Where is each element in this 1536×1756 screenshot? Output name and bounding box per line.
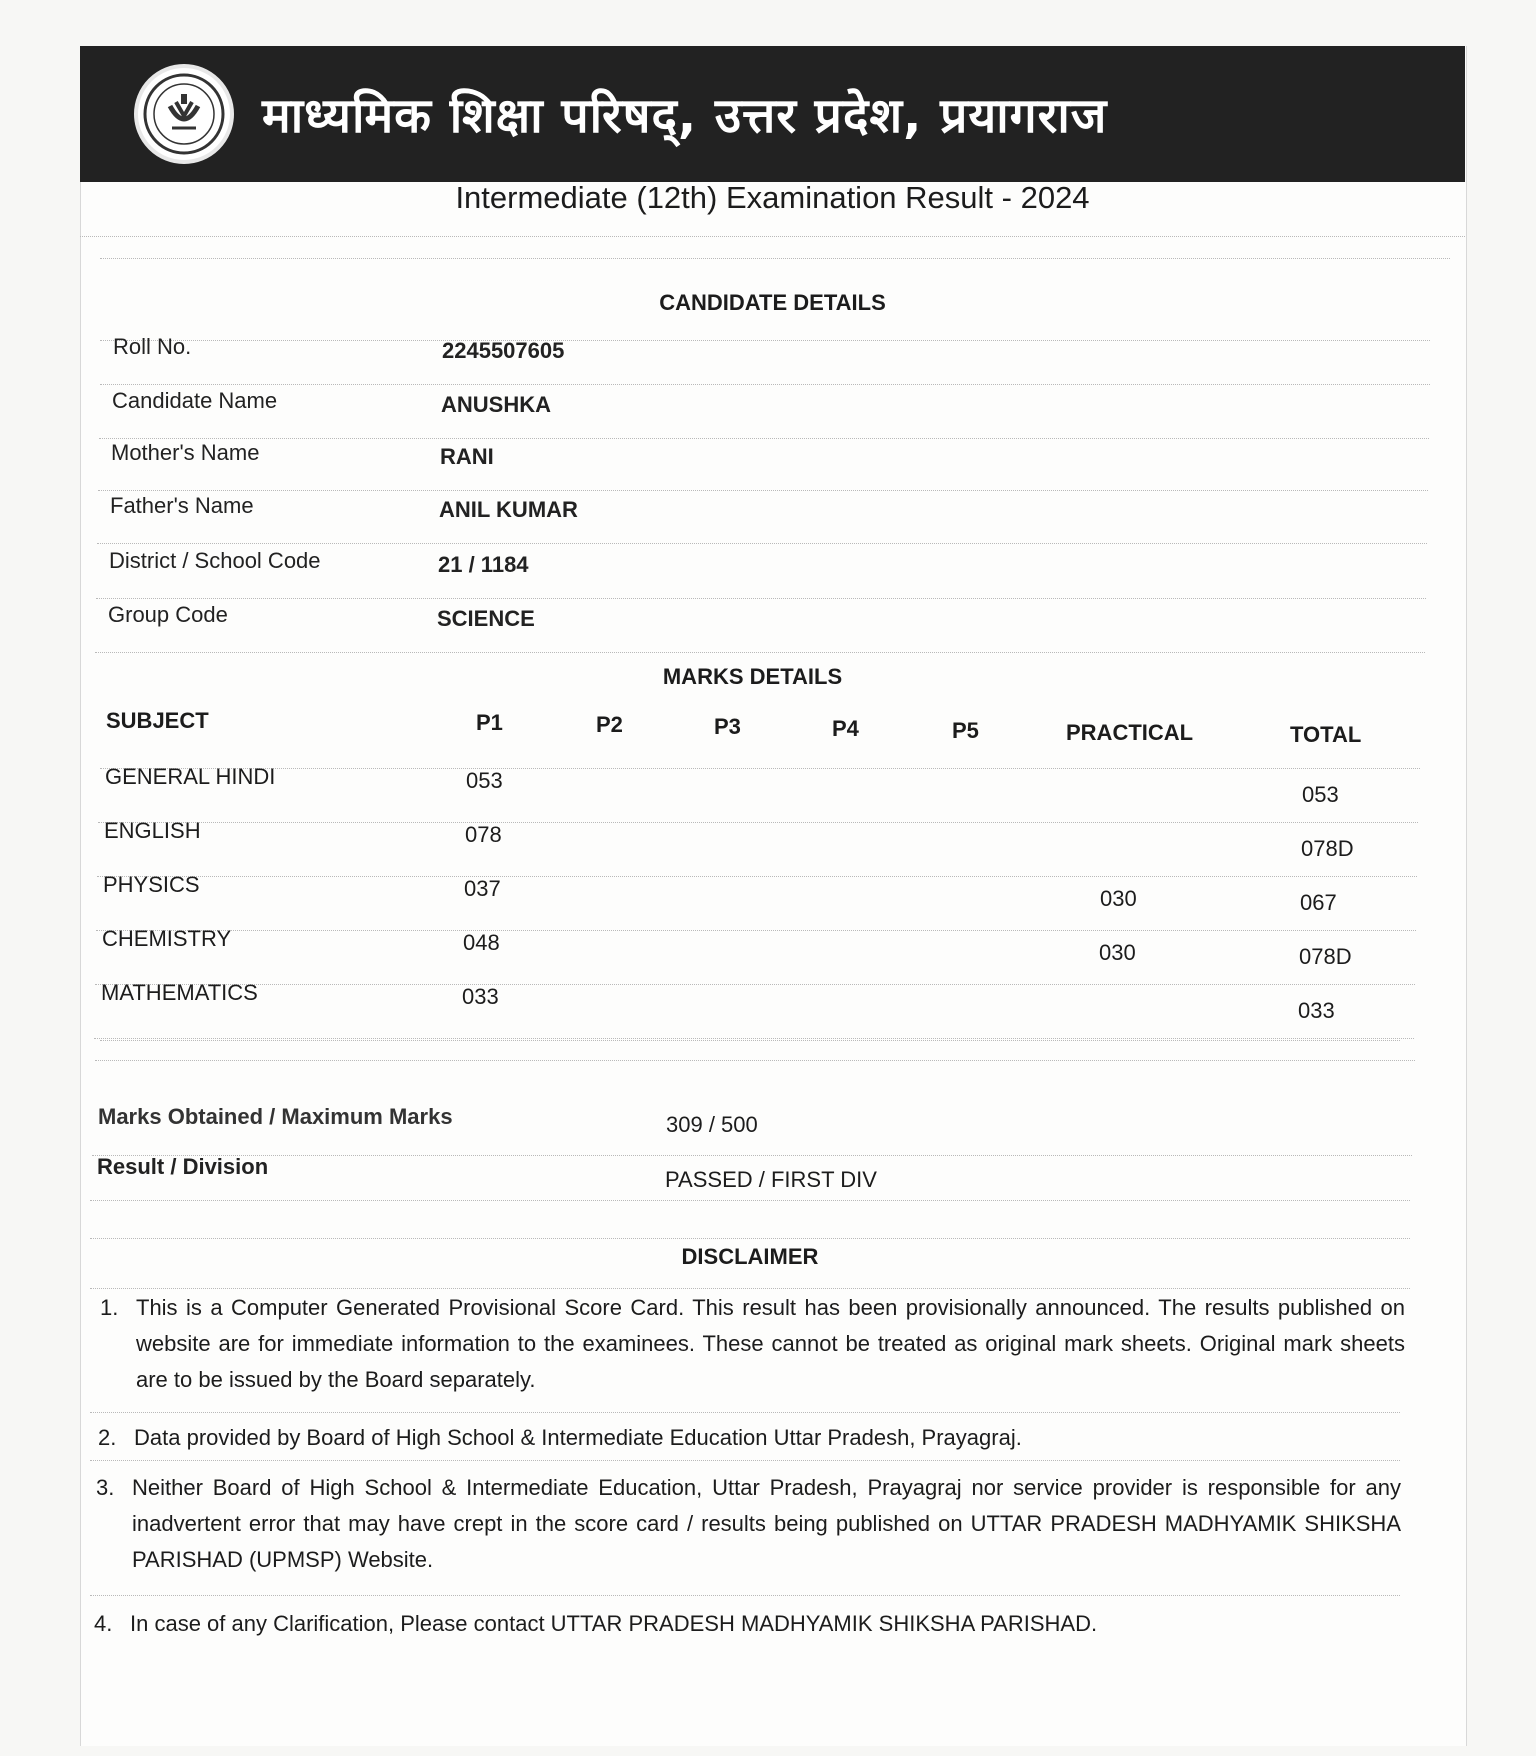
- candidate-field-label: Father's Name: [110, 493, 254, 518]
- marks-column-header: P5: [952, 718, 979, 743]
- candidate-field-value: 2245507605: [442, 338, 565, 363]
- disclaimer-item: [98, 1420, 1403, 1456]
- disclaimer-text: In case of any Clarification, Please contact UTTAR PRADESH MADHYAMIK SHIKSHA PARISHAD.: [130, 1611, 1098, 1636]
- practical-marks: 030: [1100, 886, 1137, 911]
- subject-name: GENERAL HINDI: [105, 764, 276, 789]
- candidate-field-label: Group Code: [108, 602, 228, 627]
- divider: [100, 384, 1430, 385]
- total-marks: 033: [1298, 998, 1335, 1023]
- candidate-details-heading: CANDIDATE DETAILS: [659, 290, 886, 315]
- candidate-field-value: 21 / 1184: [438, 552, 529, 577]
- divider: [94, 1038, 1414, 1039]
- disclaimer-item: [94, 1606, 1399, 1642]
- board-emblem-icon: [142, 72, 226, 156]
- p1-marks: 033: [462, 984, 499, 1009]
- disclaimer-text: Neither Board of High School & Intermediate Education, Uttar Pradesh, Prayagraj nor service provider is responsible for any inadvertent error that may have crept in the score card / results being published on UTTAR PRADESH MADHYAMIK SHIKSHA PARISHAD (UPMSP) Website.: [132, 1475, 1401, 1572]
- candidate-field-label: District / School Code: [109, 548, 321, 573]
- divider: [95, 652, 1425, 653]
- marks-column-header: P1: [476, 710, 503, 735]
- candidate-field-value: RANI: [440, 444, 494, 469]
- divider: [97, 876, 1417, 877]
- divider: [90, 1238, 1410, 1239]
- divider: [90, 1200, 1410, 1201]
- divider: [90, 1595, 1400, 1596]
- divider: [96, 598, 1426, 599]
- divider: [96, 930, 1416, 931]
- divider: [95, 984, 1415, 985]
- divider: [90, 1288, 1410, 1289]
- divider: [90, 1412, 1400, 1413]
- candidate-field-label: Roll No.: [113, 334, 192, 359]
- divider: [95, 1060, 1415, 1061]
- divider: [100, 340, 1430, 341]
- marks-details-heading: MARKS DETAILS: [662, 664, 843, 689]
- total-marks: 078D: [1301, 836, 1354, 861]
- marks-column-header: PRACTICAL: [1066, 720, 1194, 745]
- subject-name: ENGLISH: [104, 818, 201, 843]
- p1-marks: 048: [463, 930, 500, 955]
- divider: [90, 1460, 1400, 1461]
- candidate-field-value: SCIENCE: [437, 606, 535, 631]
- candidate-field-value: ANIL KUMAR: [439, 497, 578, 522]
- subject-name: CHEMISTRY: [102, 926, 232, 951]
- candidate-field-label: Candidate Name: [112, 388, 278, 413]
- divider: [100, 258, 1450, 259]
- divider: [99, 438, 1429, 439]
- disclaimer-text: Data provided by Board of High School & Intermediate Education Uttar Pradesh, Prayagraj.: [134, 1425, 1022, 1450]
- candidate-field-value: ANUSHKA: [441, 392, 551, 417]
- practical-marks: 030: [1099, 940, 1136, 965]
- p1-marks: 037: [464, 876, 501, 901]
- divider: [100, 768, 1420, 769]
- total-marks: 053: [1302, 782, 1339, 807]
- divider: [92, 1155, 1412, 1156]
- subject-name: MATHEMATICS: [101, 980, 258, 1005]
- p1-marks: 078: [465, 822, 502, 847]
- disclaimer-number: 4.: [94, 1611, 113, 1636]
- board-logo: [134, 64, 234, 164]
- disclaimer-heading: DISCLAIMER: [681, 1244, 819, 1269]
- marks-column-header: P2: [596, 712, 623, 737]
- board-name: माध्यमिक शिक्षा परिषद्, उत्तर प्रदेश, प्रयागराज: [262, 87, 1108, 144]
- disclaimer-text: This is a Computer Generated Provisional Score Card. This result has been provisionally announced. The results published on website are for immediate information to the examinees. These cannot be treated as original mark sheets. Original mark sheets are to be issued by the Board separately.: [136, 1295, 1405, 1392]
- header-banner: [80, 46, 1465, 182]
- p1-marks: 053: [466, 768, 503, 793]
- divider: [80, 236, 1465, 237]
- total-marks: 067: [1300, 890, 1337, 915]
- marks-obtained-value: 309 / 500: [666, 1112, 758, 1137]
- marks-column-header: P4: [832, 716, 859, 741]
- disclaimer-number: 3.: [96, 1475, 115, 1500]
- disclaimer-item: [100, 1290, 1405, 1398]
- disclaimer-item: [96, 1470, 1401, 1578]
- total-marks: 078D: [1299, 944, 1352, 969]
- result-division-value: PASSED / FIRST DIV: [665, 1167, 877, 1192]
- candidate-field-label: Mother's Name: [111, 440, 260, 465]
- divider: [98, 490, 1428, 491]
- result-division-label: Result / Division: [97, 1154, 269, 1179]
- marks-obtained-label: Marks Obtained / Maximum Marks: [98, 1104, 453, 1129]
- disclaimer-number: 2.: [98, 1425, 117, 1450]
- marks-column-header: TOTAL: [1290, 722, 1362, 747]
- divider: [100, 1040, 1400, 1041]
- divider: [97, 543, 1427, 544]
- marks-column-header: SUBJECT: [106, 708, 209, 733]
- divider: [98, 822, 1418, 823]
- disclaimer-number: 1.: [100, 1295, 119, 1320]
- marks-column-header: P3: [714, 714, 741, 739]
- subject-name: PHYSICS: [103, 872, 200, 897]
- document-title: Intermediate (12th) Examination Result - 2024: [455, 180, 1090, 215]
